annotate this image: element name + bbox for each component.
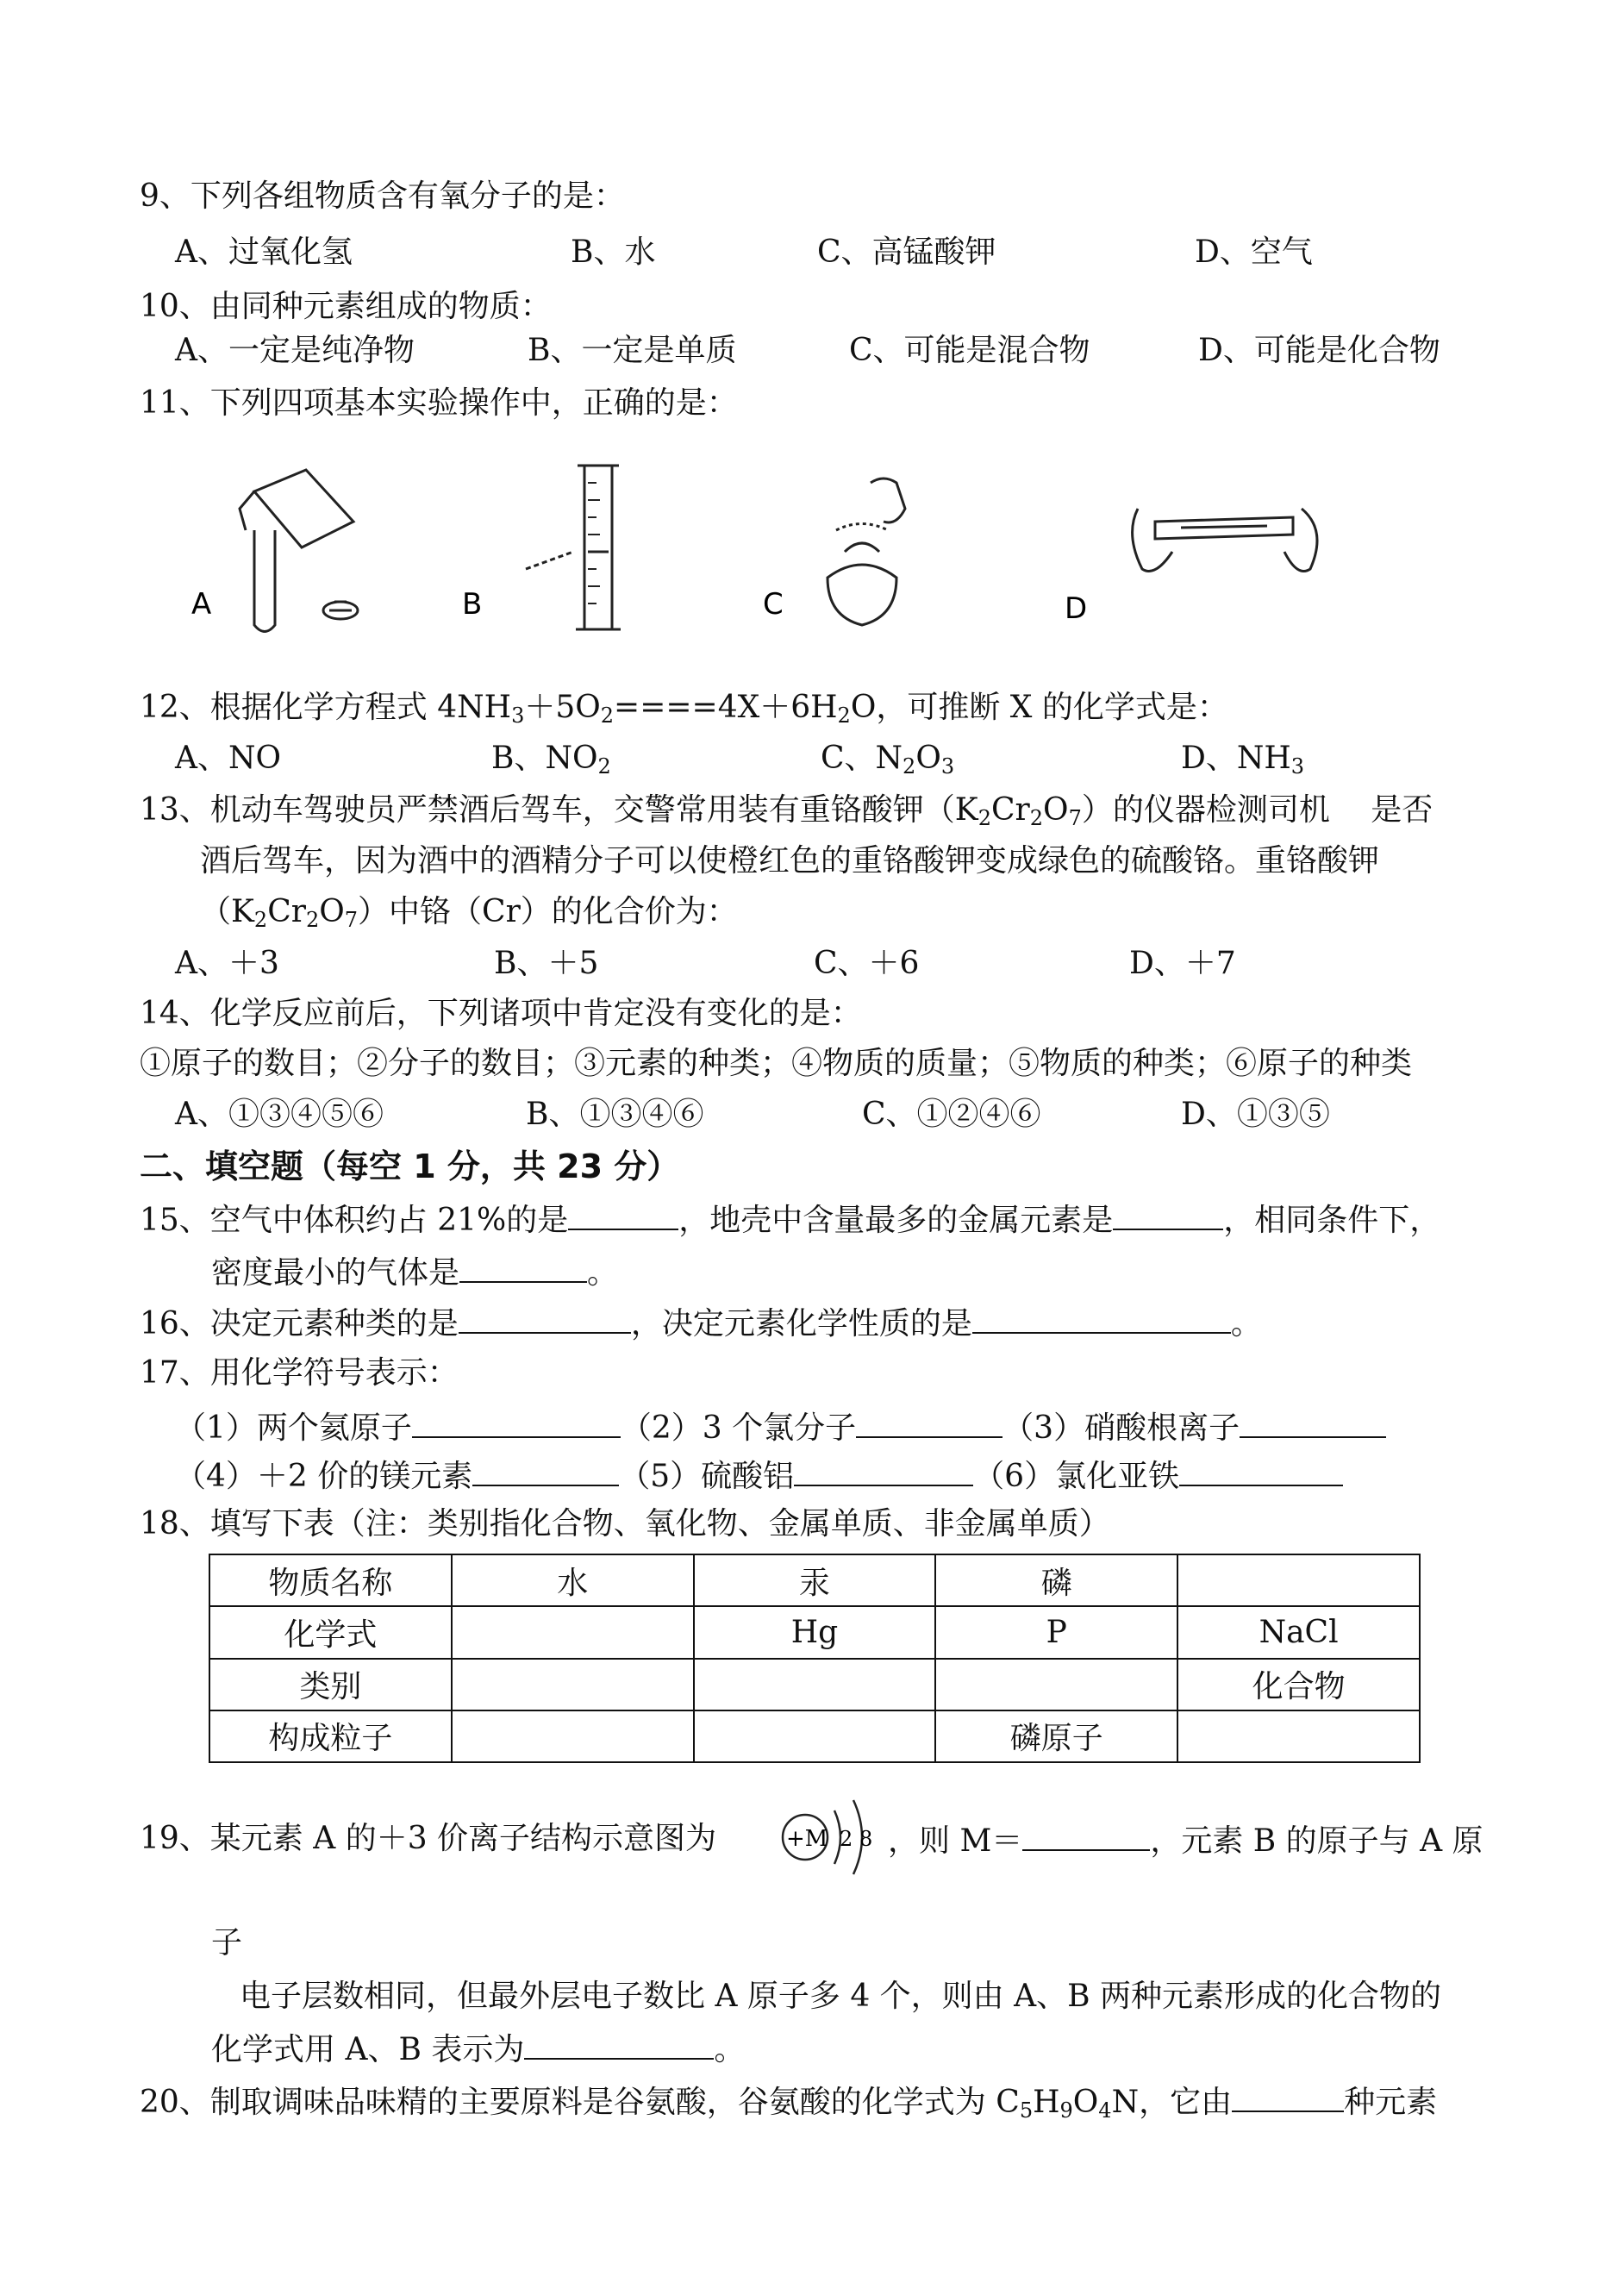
table-cell: Hg: [694, 1606, 936, 1658]
table-cell: 磷: [935, 1554, 1177, 1606]
q12-option-a: A、NO: [175, 741, 282, 776]
q14-option-a: A、①③④⑤⑥: [175, 1097, 384, 1132]
q19-line-1b: ，则 M＝ ，元素 B 的原子与 A 原: [888, 1823, 1483, 1859]
table-cell: P: [935, 1606, 1177, 1658]
q19-line-2: 子: [211, 1925, 243, 1960]
q14-stem: 14、化学反应前后，下列诸项中肯定没有变化的是：: [140, 996, 862, 1031]
q13-option-b: B、＋5: [494, 946, 599, 981]
table-row: [209, 1659, 1420, 1710]
table-cell: 物质名称: [209, 1554, 452, 1606]
q14-option-d: D、①③⑤: [1181, 1097, 1330, 1132]
q9-option-c: C、高锰酸钾: [817, 235, 996, 270]
q13-option-a: A、＋3: [175, 946, 279, 981]
figure-c-smelling-gas: [828, 478, 905, 625]
figure-b-graduated-cylinder: [526, 466, 621, 629]
q11-stem: 11、下列四项基本实验操作中，正确的是：: [140, 385, 738, 421]
table-cell: 水: [452, 1554, 694, 1606]
answer-blank[interactable]: [1179, 1459, 1343, 1486]
answer-blank[interactable]: [972, 1306, 1231, 1334]
q10-option-b: B、一定是单质: [528, 333, 737, 368]
table-cell[interactable]: [694, 1659, 936, 1710]
q10-stem: 10、由同种元素组成的物质：: [140, 289, 552, 324]
q10-option-d: D、可能是化合物: [1198, 333, 1440, 368]
q12-option-c: C、$N_2O_3$: [821, 741, 955, 779]
q16-line: 16、决定元素种类的是 ，决定元素化学性质的是 。: [140, 1306, 1262, 1341]
figure-label-a: A: [191, 587, 212, 622]
table-cell[interactable]: [935, 1659, 1177, 1710]
table-cell[interactable]: [1177, 1554, 1420, 1606]
q18-stem: 18、填写下表（注：类别指化合物、氧化物、金属单质、非金属单质）: [140, 1506, 1110, 1541]
q12-stem: 12、根据化学方程式 $4NH_3+5O_2====4X+6H_2O$，可推断 X 的化学式是：: [140, 690, 1228, 728]
table-cell[interactable]: [1177, 1710, 1420, 1762]
table-cell: 汞: [694, 1554, 936, 1606]
q19-line-3: 电子层数相同，但最外层电子数比 A 原子多 4 个，则由 A、B 两种元素形成的化合物的: [240, 1979, 1442, 2014]
table-row: [209, 1606, 1420, 1658]
table-cell: NaCl: [1177, 1606, 1420, 1658]
figure-label-b: B: [462, 587, 483, 622]
q13-line-2: 酒后驾车，因为酒中的酒精分子可以使橙红色的重铬酸钾变成绿色的硫酸铬。重铬酸钾: [200, 843, 1380, 879]
figure-label-d: D: [1065, 591, 1088, 626]
table-cell: 磷原子: [935, 1710, 1177, 1762]
q17-row-2: （4）＋2 价的镁元素 （5）硫酸铝 （6）氯化亚铁: [175, 1459, 1343, 1492]
q14-option-b: B、①③④⑥: [526, 1097, 704, 1132]
q12-option-d: D、$NH_3$: [1181, 741, 1305, 779]
table-cell: 构成粒子: [209, 1710, 452, 1762]
q9-option-a: A、过氧化氢: [175, 235, 353, 270]
answer-blank[interactable]: [1240, 1410, 1386, 1438]
q13-option-c: C、＋6: [814, 946, 920, 981]
table-cell[interactable]: [452, 1710, 694, 1762]
q17-row-1: （1）两个氦原子 （2）3 个氯分子 （3）硝酸根离子: [175, 1410, 1386, 1444]
answer-blank[interactable]: [459, 1306, 631, 1334]
q20-line: 20、制取调味品味精的主要原料是谷氨酸，谷氨酸的化学式为 $C_5H_9O_4N$，它由 种元素: [140, 2085, 1438, 2123]
table-cell[interactable]: [694, 1710, 936, 1762]
q9-stem: 9、下列各组物质含有氧分子的是：: [140, 178, 625, 214]
q14-items: ①原子的数目；②分子的数目；③元素的种类；④物质的质量；⑤物质的种类；⑥原子的种类: [140, 1046, 1413, 1081]
nucleus-label: +M: [786, 1826, 828, 1852]
q12-option-b: B、$NO_2$: [491, 741, 611, 779]
electron-count-2: 8: [859, 1827, 873, 1851]
answer-blank[interactable]: [1232, 2085, 1344, 2112]
q14-option-c: C、①②④⑥: [862, 1097, 1041, 1132]
figure-label-c: C: [763, 587, 784, 622]
answer-blank[interactable]: [524, 2032, 714, 2060]
table-row: [209, 1554, 1420, 1606]
q13-line-1: 13、机动车驾驶员严禁酒后驾车，交警常用装有重铬酸钾$(K_2Cr_2O_7)$的仪器检测司机 是否: [140, 792, 1433, 830]
q17-stem: 17、用化学符号表示：: [140, 1355, 459, 1391]
answer-blank[interactable]: [568, 1203, 678, 1230]
q10-option-c: C、可能是混合物: [849, 333, 1090, 368]
q18-table: [209, 1554, 1421, 1763]
table-cell[interactable]: [452, 1606, 694, 1658]
table-row: [209, 1710, 1420, 1762]
electron-count-1: 2: [840, 1827, 853, 1851]
q9-option-b: B、水: [571, 235, 656, 270]
figure-d-hands-with-tube: [1133, 509, 1317, 572]
answer-blank[interactable]: [1113, 1203, 1223, 1230]
q13-line-3: $(K_2Cr_2O_7)$中铬（Cr）的化合价为：: [200, 894, 738, 932]
answer-blank[interactable]: [856, 1410, 1003, 1438]
table-cell: 化合物: [1177, 1659, 1420, 1710]
table-cell: 类别: [209, 1659, 452, 1710]
ion-structure-diagram: [774, 1792, 886, 1886]
answer-blank[interactable]: [412, 1410, 621, 1438]
q10-option-a: A、一定是纯净物: [175, 333, 415, 368]
q15-line-1: 15、空气中体积约占 21%的是 ，地壳中含量最多的金属元素是 ，相同条件下，: [140, 1203, 1441, 1238]
q9-option-d: D、空气: [1195, 235, 1313, 270]
answer-blank[interactable]: [459, 1255, 587, 1283]
answer-blank[interactable]: [472, 1459, 619, 1486]
table-cell: 化学式: [209, 1606, 452, 1658]
table-cell[interactable]: [452, 1659, 694, 1710]
q19-line-1a: 19、某元素 A 的＋3 价离子结构示意图为: [140, 1821, 717, 1856]
q19-line-4: 化学式用 A、B 表示为 。: [211, 2032, 746, 2067]
q15-line-2: 密度最小的气体是 。: [211, 1255, 619, 1291]
section-title: 二、填空题（每空 1 分，共 23 分）: [140, 1148, 680, 1185]
figure-a-pouring-liquid: [240, 470, 358, 632]
answer-blank[interactable]: [1022, 1823, 1150, 1851]
q13-option-d: D、＋7: [1129, 946, 1236, 981]
answer-blank[interactable]: [794, 1459, 973, 1486]
experiment-figures: [181, 448, 1353, 651]
